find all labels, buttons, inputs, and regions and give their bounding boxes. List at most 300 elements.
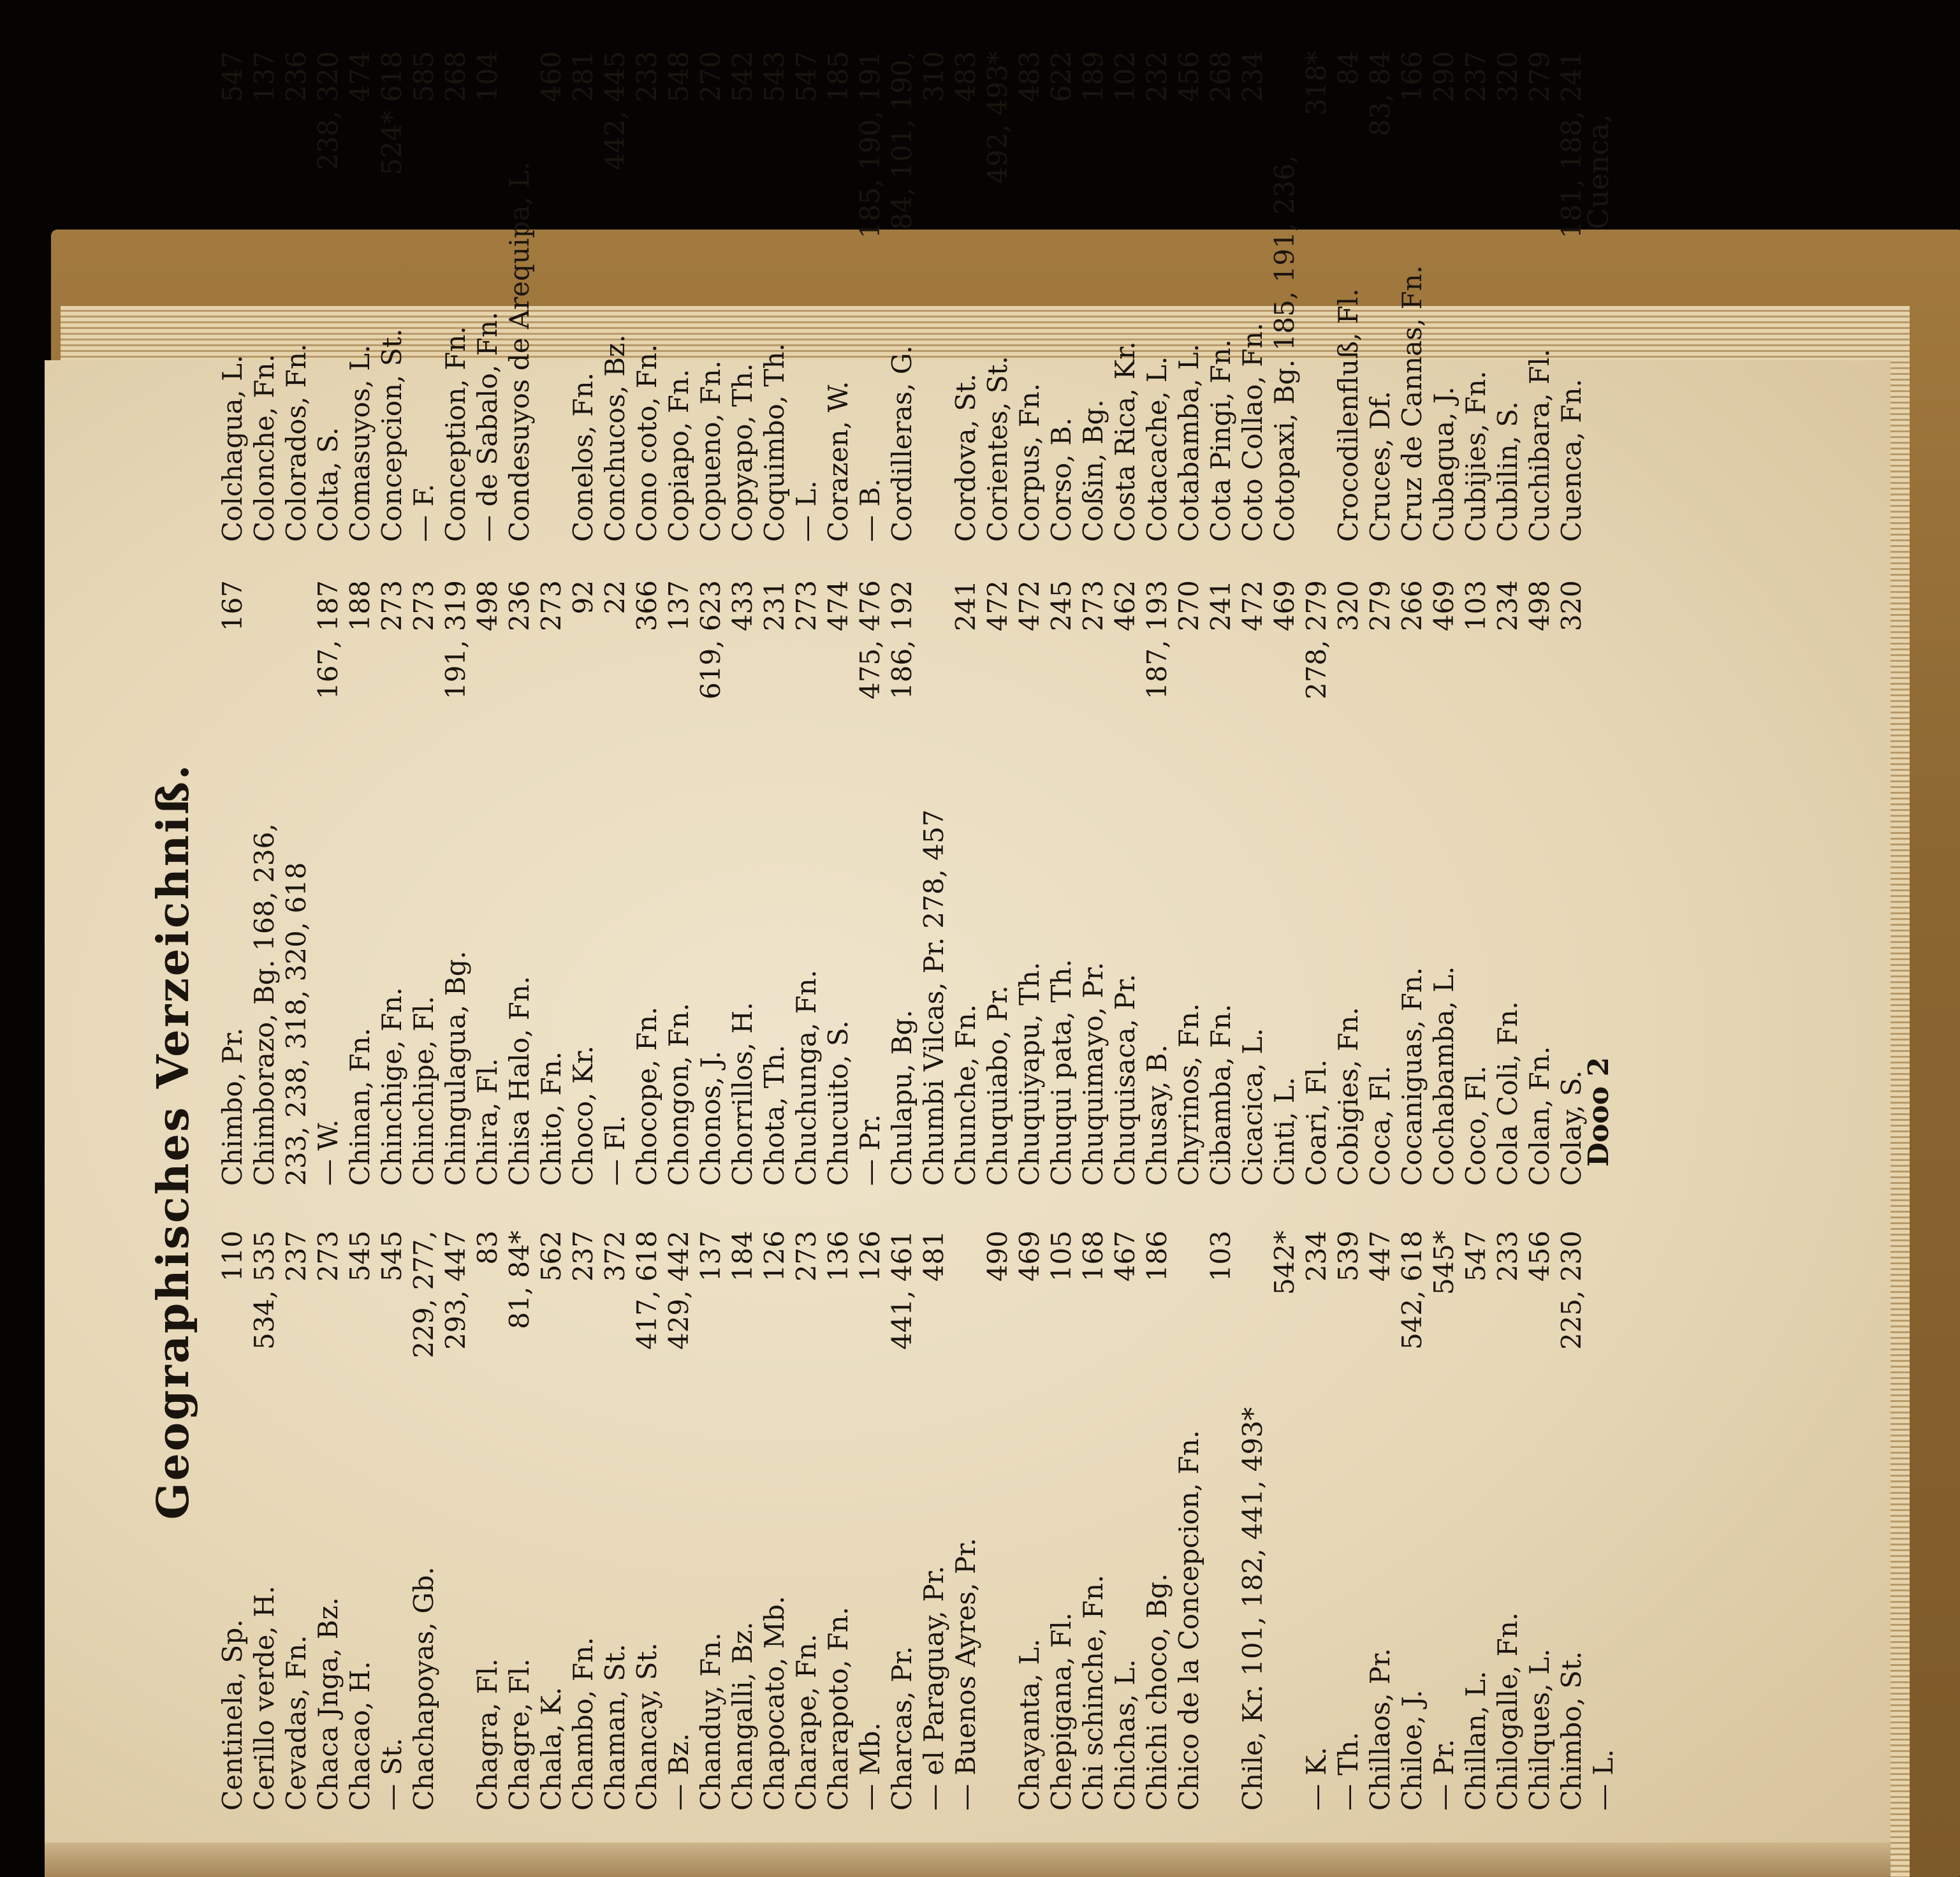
index-term: Cota Pingi, Fn. (1205, 339, 1236, 542)
index-term: Chancay, St. (631, 1642, 662, 1811)
index-page-numbers: 236 (281, 51, 312, 103)
index-term: — Pr. (854, 1114, 886, 1186)
index-page-numbers: 539 (1333, 1231, 1364, 1282)
index-term: Colchagua, L. (217, 354, 248, 542)
index-entry (950, 1231, 982, 1811)
index-term: Chaca Jnga, Bz. (312, 1597, 344, 1811)
index-term: Choco, Kr. (567, 1045, 599, 1186)
index-term: Coco, Fl. (1460, 1065, 1491, 1186)
index-page-numbers: 447 (1364, 1231, 1396, 1282)
index-entry (1333, 580, 1364, 1186)
index-entry (1460, 1231, 1492, 1811)
index-page-numbers: 524* 618 (376, 51, 407, 175)
index-term: Cinti, L. (1269, 1077, 1300, 1186)
index-page-numbers: 273 (312, 1231, 344, 1282)
index-term: Chingulagua, Bg. (440, 951, 471, 1186)
index-page-numbers: 542, 618 (1396, 1231, 1428, 1350)
index-term: Chacao, H. (344, 1661, 376, 1811)
index-page-numbers: 187, 193 (1141, 580, 1173, 700)
index-page-numbers: 293, 447 (440, 1231, 471, 1350)
index-term: 233, 238, 318, 320, 618 (281, 862, 312, 1186)
index-term: Corpus, Fn. (1014, 383, 1045, 542)
index-term: — Pr. (1428, 1739, 1459, 1811)
index-term: Chumbi Vilcas, Pr. 278, 457 (918, 809, 949, 1186)
index-page-numbers: 186, 192 (886, 580, 918, 700)
index-page-numbers: 184 (727, 1231, 758, 1282)
index-page-numbers: 562 (536, 1231, 567, 1282)
index-entry (344, 580, 376, 1186)
index-page-numbers: 545* (1428, 1231, 1459, 1296)
index-entry (1428, 51, 1460, 542)
index-term: Chyrinos, Fn. (1173, 1003, 1204, 1186)
index-page-numbers: 189 (1078, 51, 1109, 103)
index-page-numbers: 433 (727, 580, 758, 632)
index-page-numbers: 481 (918, 1231, 949, 1282)
index-page-numbers: 548 (663, 51, 694, 103)
index-term: — Mb. (854, 1722, 886, 1811)
index-entry (1014, 580, 1046, 1186)
index-term: Coßin, Bg. (1078, 399, 1109, 542)
index-page-numbers: 547 (1460, 1231, 1491, 1282)
index-page-numbers: 225, 230 (1556, 1231, 1587, 1350)
index-entry (472, 1231, 504, 1811)
index-term: — Buenos Ayres, Pr. (950, 1538, 981, 1811)
index-term: Chilogalle, Fn. (1492, 1612, 1523, 1811)
index-page-numbers: 475, 476 (854, 580, 886, 700)
index-page-numbers: 469 (1014, 1231, 1045, 1282)
index-page-numbers: 469 (1428, 580, 1459, 632)
index-entry (854, 1231, 886, 1811)
index-entry (312, 580, 344, 1186)
index-term: Chambo, Fn. (567, 1637, 599, 1811)
index-page-numbers: 372 (599, 1231, 631, 1282)
index-page-numbers: 498 (1524, 580, 1555, 632)
index-term: Chimborazo, Bg. 168, 236, (249, 823, 280, 1186)
index-page-numbers: 181, 188, 241 (1556, 51, 1587, 238)
index-entry (1046, 1231, 1078, 1811)
index-page-numbers: 547 (791, 51, 822, 103)
index-term: Chaman, St. (599, 1644, 631, 1811)
index-term: Chico de la Concepcion, Fn. (1173, 1430, 1204, 1811)
index-page-numbers: 234 (1237, 51, 1268, 103)
index-entry (1237, 580, 1269, 1186)
index-page-numbers: 268 (440, 51, 471, 103)
index-entry (344, 51, 376, 542)
index-term: Chinchige, Fn. (376, 987, 407, 1186)
index-term: Chapocato, Mb. (759, 1595, 790, 1811)
index-page-numbers: 234 (1301, 1231, 1332, 1282)
index-entry (249, 580, 281, 1186)
index-entry (599, 51, 631, 542)
index-term: Conception, Fn. (440, 326, 471, 542)
index-entry (823, 1231, 854, 1811)
index-term: Chuquimayo, Pr. (1078, 961, 1109, 1186)
index-entry (854, 51, 886, 542)
index-entry (1205, 51, 1237, 542)
index-page-numbers: 547 (217, 51, 248, 103)
index-term: Comasuyos, L. (344, 344, 376, 542)
index-term: Colorados, Fn. (281, 343, 312, 542)
index-term: Chayanta, L. (1014, 1639, 1045, 1811)
index-page-numbers: 270 (1173, 580, 1204, 632)
index-entry (1014, 51, 1046, 542)
index-term: Chiloe, J. (1396, 1690, 1428, 1811)
index-entry (631, 1231, 663, 1811)
index-entry (663, 580, 695, 1186)
index-entry (1109, 580, 1141, 1186)
index-entry (1301, 51, 1333, 542)
index-entry (281, 580, 312, 1186)
index-page-numbers: 279 (1364, 580, 1396, 632)
printer-signature: Dooo 2 (1583, 1056, 1615, 1167)
index-entry (1364, 1231, 1396, 1811)
index-page-numbers: 474 (344, 51, 376, 103)
index-page-numbers: 273 (1078, 580, 1109, 632)
index-entry (1301, 1231, 1333, 1811)
index-page-numbers: 281 (567, 51, 599, 103)
index-entry (1524, 51, 1556, 542)
index-page-numbers: 266 (1396, 580, 1428, 632)
index-entry (1333, 1231, 1364, 1811)
index-page-numbers: 585 (408, 51, 439, 103)
index-term: Colay, S. (1556, 1070, 1587, 1186)
index-term: Chongon, Fn. (663, 1003, 694, 1186)
index-entry (249, 1231, 281, 1811)
index-term: Chonos, J. (695, 1051, 726, 1186)
index-entry (312, 51, 344, 542)
index-page-numbers: 498 (472, 580, 503, 632)
index-term: Chachapoyas, Gb. (408, 1567, 439, 1811)
index-term: Cruz de Cannas, Fn. (1396, 265, 1428, 542)
index-page-numbers: 81, 84* (504, 1231, 535, 1329)
index-page-numbers: 622 (1046, 51, 1077, 103)
index-term: Cuenca, Fn. (1556, 379, 1587, 542)
index-page-numbers: 232 (1141, 51, 1173, 103)
index-entry (1109, 1231, 1141, 1811)
index-entry (408, 51, 440, 542)
index-entry (1428, 1231, 1460, 1811)
index-term: Chi schinche, Fn. (1078, 1574, 1109, 1811)
index-entry (695, 1231, 727, 1811)
index-term: Cibamba, Fn. (1205, 1004, 1236, 1186)
index-term: Charape, Fn. (791, 1633, 822, 1811)
index-term: — L. (791, 480, 822, 542)
index-term: Coca, Fl. (1364, 1065, 1396, 1186)
index-page-numbers: 460 (536, 51, 567, 103)
index-term: Corientes, St. (982, 356, 1013, 542)
index-page-numbers: 105 (1046, 1231, 1077, 1282)
index-entry (631, 580, 663, 1186)
index-page-numbers: 229, 277, (408, 1231, 439, 1359)
index-term: — St. (376, 1737, 407, 1811)
index-entry (1078, 51, 1109, 542)
index-page-numbers: 245 (1046, 580, 1077, 632)
index-term: Chepigana, Fl. (1046, 1612, 1077, 1811)
index-term: Condesuyos de Arequipa, L. (504, 161, 535, 542)
index-page-numbers: 462 (1109, 580, 1141, 632)
index-page-numbers: 168 (1078, 1231, 1109, 1282)
index-entry (440, 51, 472, 542)
index-entry (1524, 580, 1556, 1186)
index-entry (727, 51, 759, 542)
index-entry (1269, 1231, 1301, 1811)
index-entry (472, 580, 504, 1186)
index-page-numbers: 83, 84 (1364, 51, 1396, 136)
index-term: Cordilleras, G. (886, 345, 918, 542)
index-page-numbers: 126 (759, 1231, 790, 1282)
index-term: Cobigies, Fn. (1333, 1007, 1364, 1186)
index-entry (1014, 1231, 1046, 1811)
index-term: Colan, Fn. (1524, 1046, 1555, 1186)
index-entry (536, 1231, 567, 1811)
index-term: Cotopaxi, Bg. 185, 191, 236, (1269, 154, 1300, 542)
index-term: Cubagua, J. (1428, 386, 1459, 542)
index-entry (727, 580, 759, 1186)
index-entry (567, 1231, 599, 1811)
index-term: — L. (1588, 1749, 1619, 1811)
index-entry (886, 1231, 918, 1811)
index-entry (1237, 1231, 1269, 1811)
index-page-numbers: 417, 618 (631, 1231, 662, 1350)
index-term: Chichas, L. (1109, 1659, 1141, 1811)
index-entry (791, 1231, 823, 1811)
index-term: Chito, Fn. (536, 1051, 567, 1186)
index-term: — Th. (1333, 1732, 1364, 1811)
index-term: Conchucos, Bz. (599, 334, 631, 542)
index-entry (1141, 1231, 1173, 1811)
index-entry (1492, 580, 1524, 1186)
index-term: Cotabamba, L. (1173, 344, 1204, 542)
index-page-numbers: 483 (950, 51, 981, 103)
index-term: Chunche, Fn. (950, 1004, 981, 1186)
index-entry (918, 1231, 950, 1811)
index-term: Cola Coli, Fn. (1492, 1001, 1523, 1186)
index-term: Chota, Th. (759, 1044, 790, 1186)
index-page-numbers: 237 (1460, 51, 1491, 103)
book-gutter (45, 1843, 1891, 1877)
index-term: Chile, Kr. 101, 182, 441, 493* (1237, 1407, 1268, 1811)
index-entry (408, 1231, 440, 1811)
index-page-numbers: 310 (918, 51, 949, 103)
index-entry (695, 580, 727, 1186)
index-page-numbers: 84 (1333, 51, 1364, 85)
index-page-numbers: 492, 493* (982, 51, 1013, 184)
page-text-layer (142, 51, 1646, 1811)
index-entry (408, 580, 440, 1186)
index-page-numbers: 273 (791, 1231, 822, 1282)
index-page-numbers: 103 (1205, 1231, 1236, 1282)
index-page-numbers: 231 (759, 580, 790, 632)
index-entry (536, 51, 567, 542)
index-entry (536, 580, 567, 1186)
index-entry (918, 51, 950, 542)
index-page-numbers: 137 (249, 51, 280, 103)
index-page-numbers: 474 (823, 580, 854, 632)
index-entry (1364, 51, 1396, 542)
index-page-numbers: 542 (727, 51, 758, 103)
index-term: Chocope, Fn. (631, 1006, 662, 1186)
index-entry (1301, 580, 1333, 1186)
index-page-numbers: 469 (1269, 580, 1300, 632)
index-page-numbers: 278, 279 (1301, 580, 1332, 700)
index-page-numbers: 233 (631, 51, 662, 103)
index-term: Chilques, L. (1524, 1648, 1555, 1811)
index-entry (950, 580, 982, 1186)
index-page-numbers: 236 (504, 580, 535, 632)
index-page-numbers: 126 (854, 1231, 886, 1282)
index-entry (1173, 580, 1205, 1186)
index-page-numbers: 167, 187 (312, 580, 344, 700)
index-term: Copiapo, Fn. (663, 369, 694, 542)
index-column-3 (217, 51, 1588, 542)
index-term: Cubijies, Fn. (1460, 370, 1491, 542)
index-term: Chuquiyapu, Th. (1014, 961, 1045, 1186)
index-page-numbers: 290 (1428, 51, 1459, 103)
index-page-numbers: 320 (1333, 580, 1364, 632)
index-page-numbers: 233 (1492, 1231, 1523, 1282)
index-page-numbers: 22 (599, 580, 631, 615)
index-entry (982, 51, 1014, 542)
index-term: Cevadas, Fn. (281, 1635, 312, 1811)
index-entry (504, 580, 536, 1186)
index-page-numbers: 456 (1173, 51, 1204, 103)
index-entry (727, 1231, 759, 1811)
index-page-numbers: 441, 461 (886, 1231, 918, 1350)
index-term: Concepcion, St. (376, 328, 407, 542)
index-term: Charcas, Pr. (886, 1646, 918, 1811)
index-page-numbers: 429, 442 (663, 1231, 694, 1350)
index-term: Corso, B. (1046, 417, 1077, 542)
index-term: Cruces, Df. (1364, 391, 1396, 542)
index-column-1 (217, 1231, 1620, 1811)
index-term: Colonche, Fn. (249, 354, 280, 542)
index-term: Chichi choco, Bg. (1141, 1573, 1173, 1811)
index-page-numbers: 279 (1524, 51, 1555, 103)
index-entry (1046, 51, 1078, 542)
index-page-numbers: 543 (759, 51, 790, 103)
index-page-numbers: 472 (982, 580, 1013, 632)
index-page-numbers: 83 (472, 1231, 503, 1265)
index-page-numbers: 137 (695, 1231, 726, 1282)
index-entry (217, 580, 249, 1186)
index-term: Chuchunga, Fn. (791, 969, 822, 1186)
index-term: Chinan, Fn. (344, 1027, 376, 1186)
index-term: — Fl. (599, 1114, 631, 1186)
index-entry (886, 580, 918, 1186)
index-entry (1237, 51, 1269, 542)
index-term: Costa Rica, Kr. (1109, 341, 1141, 542)
index-term: Changalli, Bz. (727, 1621, 758, 1811)
index-page-numbers: 545 (344, 1231, 376, 1282)
index-term: Chisa Halo, Fn. (504, 975, 535, 1186)
index-entry (1333, 51, 1364, 542)
index-page-numbers: 472 (1014, 580, 1045, 632)
index-entry (472, 51, 504, 542)
index-page-numbers: 366 (631, 580, 662, 632)
index-page-numbers: 186 (1141, 1231, 1173, 1282)
index-term: Chillaos, Pr. (1364, 1647, 1396, 1811)
index-entry (631, 51, 663, 542)
index-page-numbers: 104 (472, 51, 503, 103)
index-term: Chala, K. (536, 1686, 567, 1811)
index-entry (918, 580, 950, 1186)
index-term: Copyapo, Th. (727, 363, 758, 542)
index-entry (249, 51, 281, 542)
index-entry (1492, 1231, 1524, 1811)
index-entry (759, 51, 791, 542)
index-term: Chinchipe, Fl. (408, 995, 439, 1186)
index-entry (982, 580, 1014, 1186)
index-entry (440, 580, 472, 1186)
index-page-numbers: 273 (408, 580, 439, 632)
index-entry (1046, 580, 1078, 1186)
index-page-numbers: 185 (823, 51, 854, 103)
index-term: — Bz. (663, 1733, 694, 1811)
index-page-numbers: 273 (791, 580, 822, 632)
index-term: — F. (408, 483, 439, 542)
index-entry (1428, 580, 1460, 1186)
index-entry (791, 580, 823, 1186)
index-term: Chillan, L. (1460, 1670, 1491, 1811)
index-entry (504, 51, 536, 542)
index-page-numbers: 188 (344, 580, 376, 632)
index-term: Cuchibara, Fl. (1524, 349, 1555, 542)
index-page-numbers: 273 (536, 580, 567, 632)
index-page-numbers: 467 (1109, 1231, 1141, 1282)
index-entry (663, 1231, 695, 1811)
index-term: Chimbo, St. (1556, 1651, 1587, 1811)
index-page-numbers: 103 (1460, 580, 1491, 632)
index-entry (854, 580, 886, 1186)
index-entry (695, 51, 727, 542)
index-page-numbers: 268 (1205, 51, 1236, 103)
index-term: Chucuito, S. (823, 1020, 854, 1186)
index-term: Chanduy, Fn. (695, 1632, 726, 1811)
index-term: — el Paraguay, Pr. (918, 1565, 949, 1811)
index-term: Cicacica, L. (1237, 1028, 1268, 1186)
index-term: Corazen, W. (823, 381, 854, 542)
index-entry (663, 51, 695, 542)
index-term: — de Sabalo, Fn. (472, 311, 503, 542)
index-entry (440, 1231, 472, 1811)
index-page-numbers: 237 (567, 1231, 599, 1282)
index-entry (376, 580, 408, 1186)
index-entry (599, 580, 631, 1186)
page-title: Geographisches Verzeichniß. (148, 763, 199, 1520)
index-term: — B. (854, 478, 886, 542)
index-entry (950, 51, 982, 542)
index-entry (217, 51, 249, 542)
index-entry (312, 1231, 344, 1811)
index-term: Cochabamba, L. (1428, 966, 1459, 1186)
index-entry (1078, 1231, 1109, 1811)
index-entry (344, 1231, 376, 1811)
index-page-numbers: 534, 535 (249, 1231, 280, 1350)
index-page-numbers: 241 (950, 580, 981, 632)
index-page-numbers: 490 (982, 1231, 1013, 1282)
index-entry (1109, 51, 1141, 542)
index-entry (1556, 1231, 1588, 1811)
index-page-numbers: 442, 445 (599, 51, 631, 171)
index-entry (791, 51, 823, 542)
index-entry (1205, 1231, 1237, 1811)
index-term: Cocaniguas, Fn. (1396, 967, 1428, 1186)
index-page-numbers: 456 (1524, 1231, 1555, 1282)
index-entry (1269, 580, 1301, 1186)
index-entry (1460, 51, 1492, 542)
index-page-numbers: 318* (1301, 51, 1332, 116)
index-entry (759, 580, 791, 1186)
